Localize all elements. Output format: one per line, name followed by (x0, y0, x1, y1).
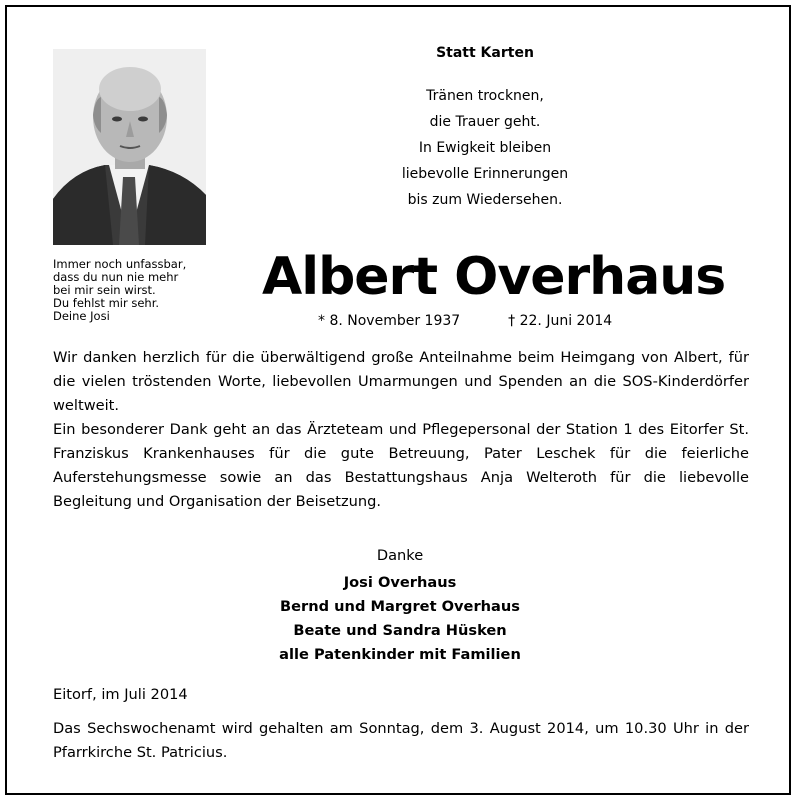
header-block (340, 45, 630, 213)
death-date: † 22. Juni 2014 (508, 313, 613, 329)
verse-line: bei mir sein wirst. (53, 283, 156, 297)
poem-line: liebevolle Erinnerungen (401, 166, 569, 182)
poem-line: bis zum Wiedersehen. (407, 192, 563, 208)
portrait-photo (53, 49, 206, 245)
poem-line: In Ewigkeit bleiben (418, 140, 552, 156)
verse-line: Immer noch unfassbar, (53, 257, 187, 271)
verse-line: dass du nun nie mehr (53, 270, 179, 284)
portrait-icon (53, 49, 206, 245)
life-dates (318, 313, 612, 329)
thanks-label: Danke (376, 547, 424, 564)
thanks-block (240, 544, 560, 667)
personal-verse (53, 258, 223, 323)
paragraph: Ein besonderer Dank geht an das Ärzteteam und Pflegepersonal der Station 1 des Eitorfer St. Franziskus Krankenhauses für die gute Betreuung, Pater Leschek für die feierliche Auferstehungsmesse sowie an das Bestattungshaus Anja Welteroth für die liebevolle Begleitung und Organisation der Beisetzung. (53, 421, 749, 510)
signatory: Beate und Sandra Hüsken (293, 622, 507, 639)
paragraph: Wir danken herzlich für die überwältigend große Anteilnahme beim Heimgang von Albert, für die vielen tröstenden Worte, liebevollen Umarmungen und Spenden an die SOS-Kinderdörfer weltweit. (53, 349, 749, 414)
statt-karten-heading: Statt Karten (436, 45, 534, 61)
birth-date: * 8. November 1937 (318, 313, 461, 329)
poem (340, 83, 630, 213)
mass-notice: Das Sechswochenamt wird gehalten am Sonntag, dem 3. August 2014, um 10.30 Uhr in der Pfarrkirche St. Patricius. (53, 720, 749, 761)
thank-you-text (53, 346, 749, 514)
poem-line: Tränen trocknen, (426, 88, 544, 104)
verse-line: Deine Josi (53, 309, 110, 323)
signatory: Bernd und Margret Overhaus (280, 598, 520, 615)
deceased-name: Albert Overhaus (262, 247, 726, 307)
verse-line: Du fehlst mir sehr. (53, 296, 160, 310)
signatory: Josi Overhaus (343, 574, 457, 591)
place-date: Eitorf, im Juli 2014 (53, 686, 188, 703)
signatory: alle Patenkinder mit Familien (279, 646, 521, 663)
poem-line: die Trauer geht. (429, 114, 541, 130)
